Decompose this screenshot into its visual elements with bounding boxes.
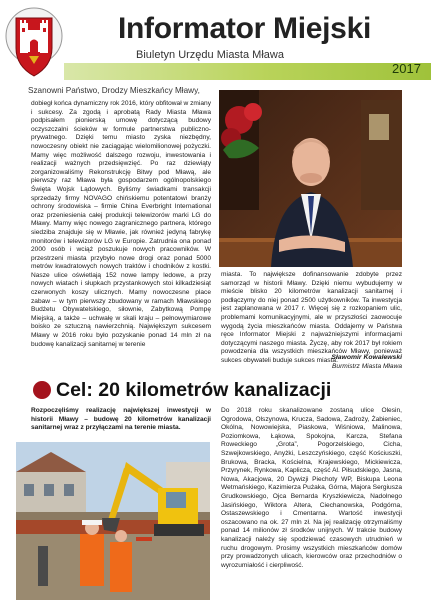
page-title: Informator Miejski <box>118 12 371 45</box>
mayor-photo <box>219 90 402 267</box>
article-body: Do 2018 roku skanalizowane zostaną ulice Olesin, Ogrodowa, Olszynowa, Krucza, Sadowa, Zadroży, Żabieniec, Okólna, Nowowiejska, Piaskowa, Wiśniowa, Malinowa, Poziomkowa, Łąkowa, Spokojna, Karcza, Stefana Roweckiego „Grota”, Pogorzelskiego, Cicha, Szwejkowskiego, Anyżki, Leszczyńskiego, część Kościuszki, Brukowa, Bracka, Kościelna, Krajewskiego, Mickiewicza, Przyrynek, Rynkowa, Kaplicza, część Al. Piłsudskiego, Jasna, Nowa, Akacjowa, 20 Dywizji Piechoty WP, Biskupa Leona Wetmańskiego, Kazimierza Pużaka, Górna, Majora Sergiusza Grudkowskiego, Ojca Bernarda Kryszkiewicza, Nadolnego Jasińskiego, Wiktora Altera, Ciechanowska, Podgórna, Ostaszewskiego i Cmentarna. Wartość inwestycji oszacowano na ok. 27 mln zł. Na jej realizację otrzymaliśmy ponad 14 milionów zł środków unijnych. W trakcie budowy kanalizacji należy się spodziewać czasowych utrudnień w ruchu drogowym. Prosimy wszystkich mieszkańców domów przy prowadzonych ulicach, kierowców oraz przechodniów o wyrozumiałość i cierpliwość. <box>221 407 402 569</box>
letter-greeting: Szanowni Państwo, Drodzy Mieszkańcy Mławy, <box>28 86 200 95</box>
article-lead: Rozpoczęliśmy realizację największej inwestycji w historii Mławy – budowę 20 kilometrów kanalizacji sanitarnej wraz z przyłączami na terenie miasta. <box>31 407 211 432</box>
article-heading: Cel: 20 kilometrów kanalizacji <box>56 379 332 401</box>
heading-bullet-icon <box>33 381 51 399</box>
header-green-bar <box>64 63 431 80</box>
letter-column-1: dobiegł końca dynamiczny rok 2016, który obfitował w zmiany i sukcesy. Za zgodą i aprobatą Rady Miasta Mława podpisałem pionierską umowę dotyczącą budowy oczyszczalni ścieków w formule partnerstwa publiczno-prywatnego. Dzięki temu miasto zyska niezbędny, nowoczesny obiekt nie zaciągając wielomilionowej pożyczki. Mamy więc możliwość dalszego rozwoju, inwestowania i realizacji ważnych przedsięwzięć. Po raz dziewiąty zorganizowaliśmy Rekonstrukcję Bitwy pod Mławą, ale pierwszy raz Mława była gospodarzem ogólnopolskiego Święta Wojsk Lądowych. Byliśmy świadkami transakcji sprzedaży firmy NOVAGO chińskiemu potentatowi branży ochrony środowiska – firmie China Everbright International oraz przeniesienia całej produkcji telewizorów marki LG do Mławy. Mamy więc nowego zagranicznego partnera, którego siedziba znajduje się w Mławie, jak również jedyną fabrykę monitorów i telewizorów LG w Europie. Zatrudnia ona ponad 2000 osób i wciąż poszukuje nowych pracowników. W przestrzeni miasta przybyło nowe drogi oraz ponad 5000 metrów kwadratowych nowych traktów i chodników z kostki. Nasze ulice oświetlają 152 nowe lampy ledowe, a przy nowych wiatach i słupkach przystankowych stoi kilkadziesiąt czerwonych koszy ulicznych. Mamy nowoczesne place zabaw – w tym pierwszy zbudowany w ramach Mławskiego Budżetu Obywatelskiego, siłownie, Zabytkową Pompę Miejską, a także – uchwałę w skali kraju – pełnowymiarowe boisko ze sztuczną nawierzchnią. Największym sukcesem Mławy w 2016 roku było pozyskanie ponad 14 mln zł na budowę kanalizacji sanitarnej w terenie <box>31 100 211 348</box>
city-crest-icon <box>5 6 63 84</box>
signature-name: Sławomir Kowalewski <box>331 354 402 361</box>
letter-column-2: miasta. To największe dofinansowanie zdobyte przez samorząd w historii Mławy. Dzięki niemu wybudujemy w mieście blisko 20 kilometrów kanalizacji sanitarnej i podłączymy do niej ponad 2500 użytkowników. Ta inwestycja jest zaplanowana w 2017 r. Więcej się z rozkopaniem ulic, problemami komunikacyjnymi, ale w przyszłości zaowocuje wygodą życia mieszkańców miasta. Oddajemy w Państwa ręce Informator Miejski z najważniejszymi informacjami dotyczącymi naszego miasta. Życzę, aby rok 2017 był rokiem powodzenia dla wszystkich mieszkańców Mławy, ponieważ sukces obywateli buduje sukces miasta. <box>221 271 402 364</box>
signature-role: Burmistrz Miasta Mława <box>332 363 402 370</box>
page-subtitle: Biuletyn Urzędu Miasta Mława <box>136 49 284 61</box>
construction-photo <box>16 442 210 600</box>
issue-year: 2017 <box>392 61 421 76</box>
